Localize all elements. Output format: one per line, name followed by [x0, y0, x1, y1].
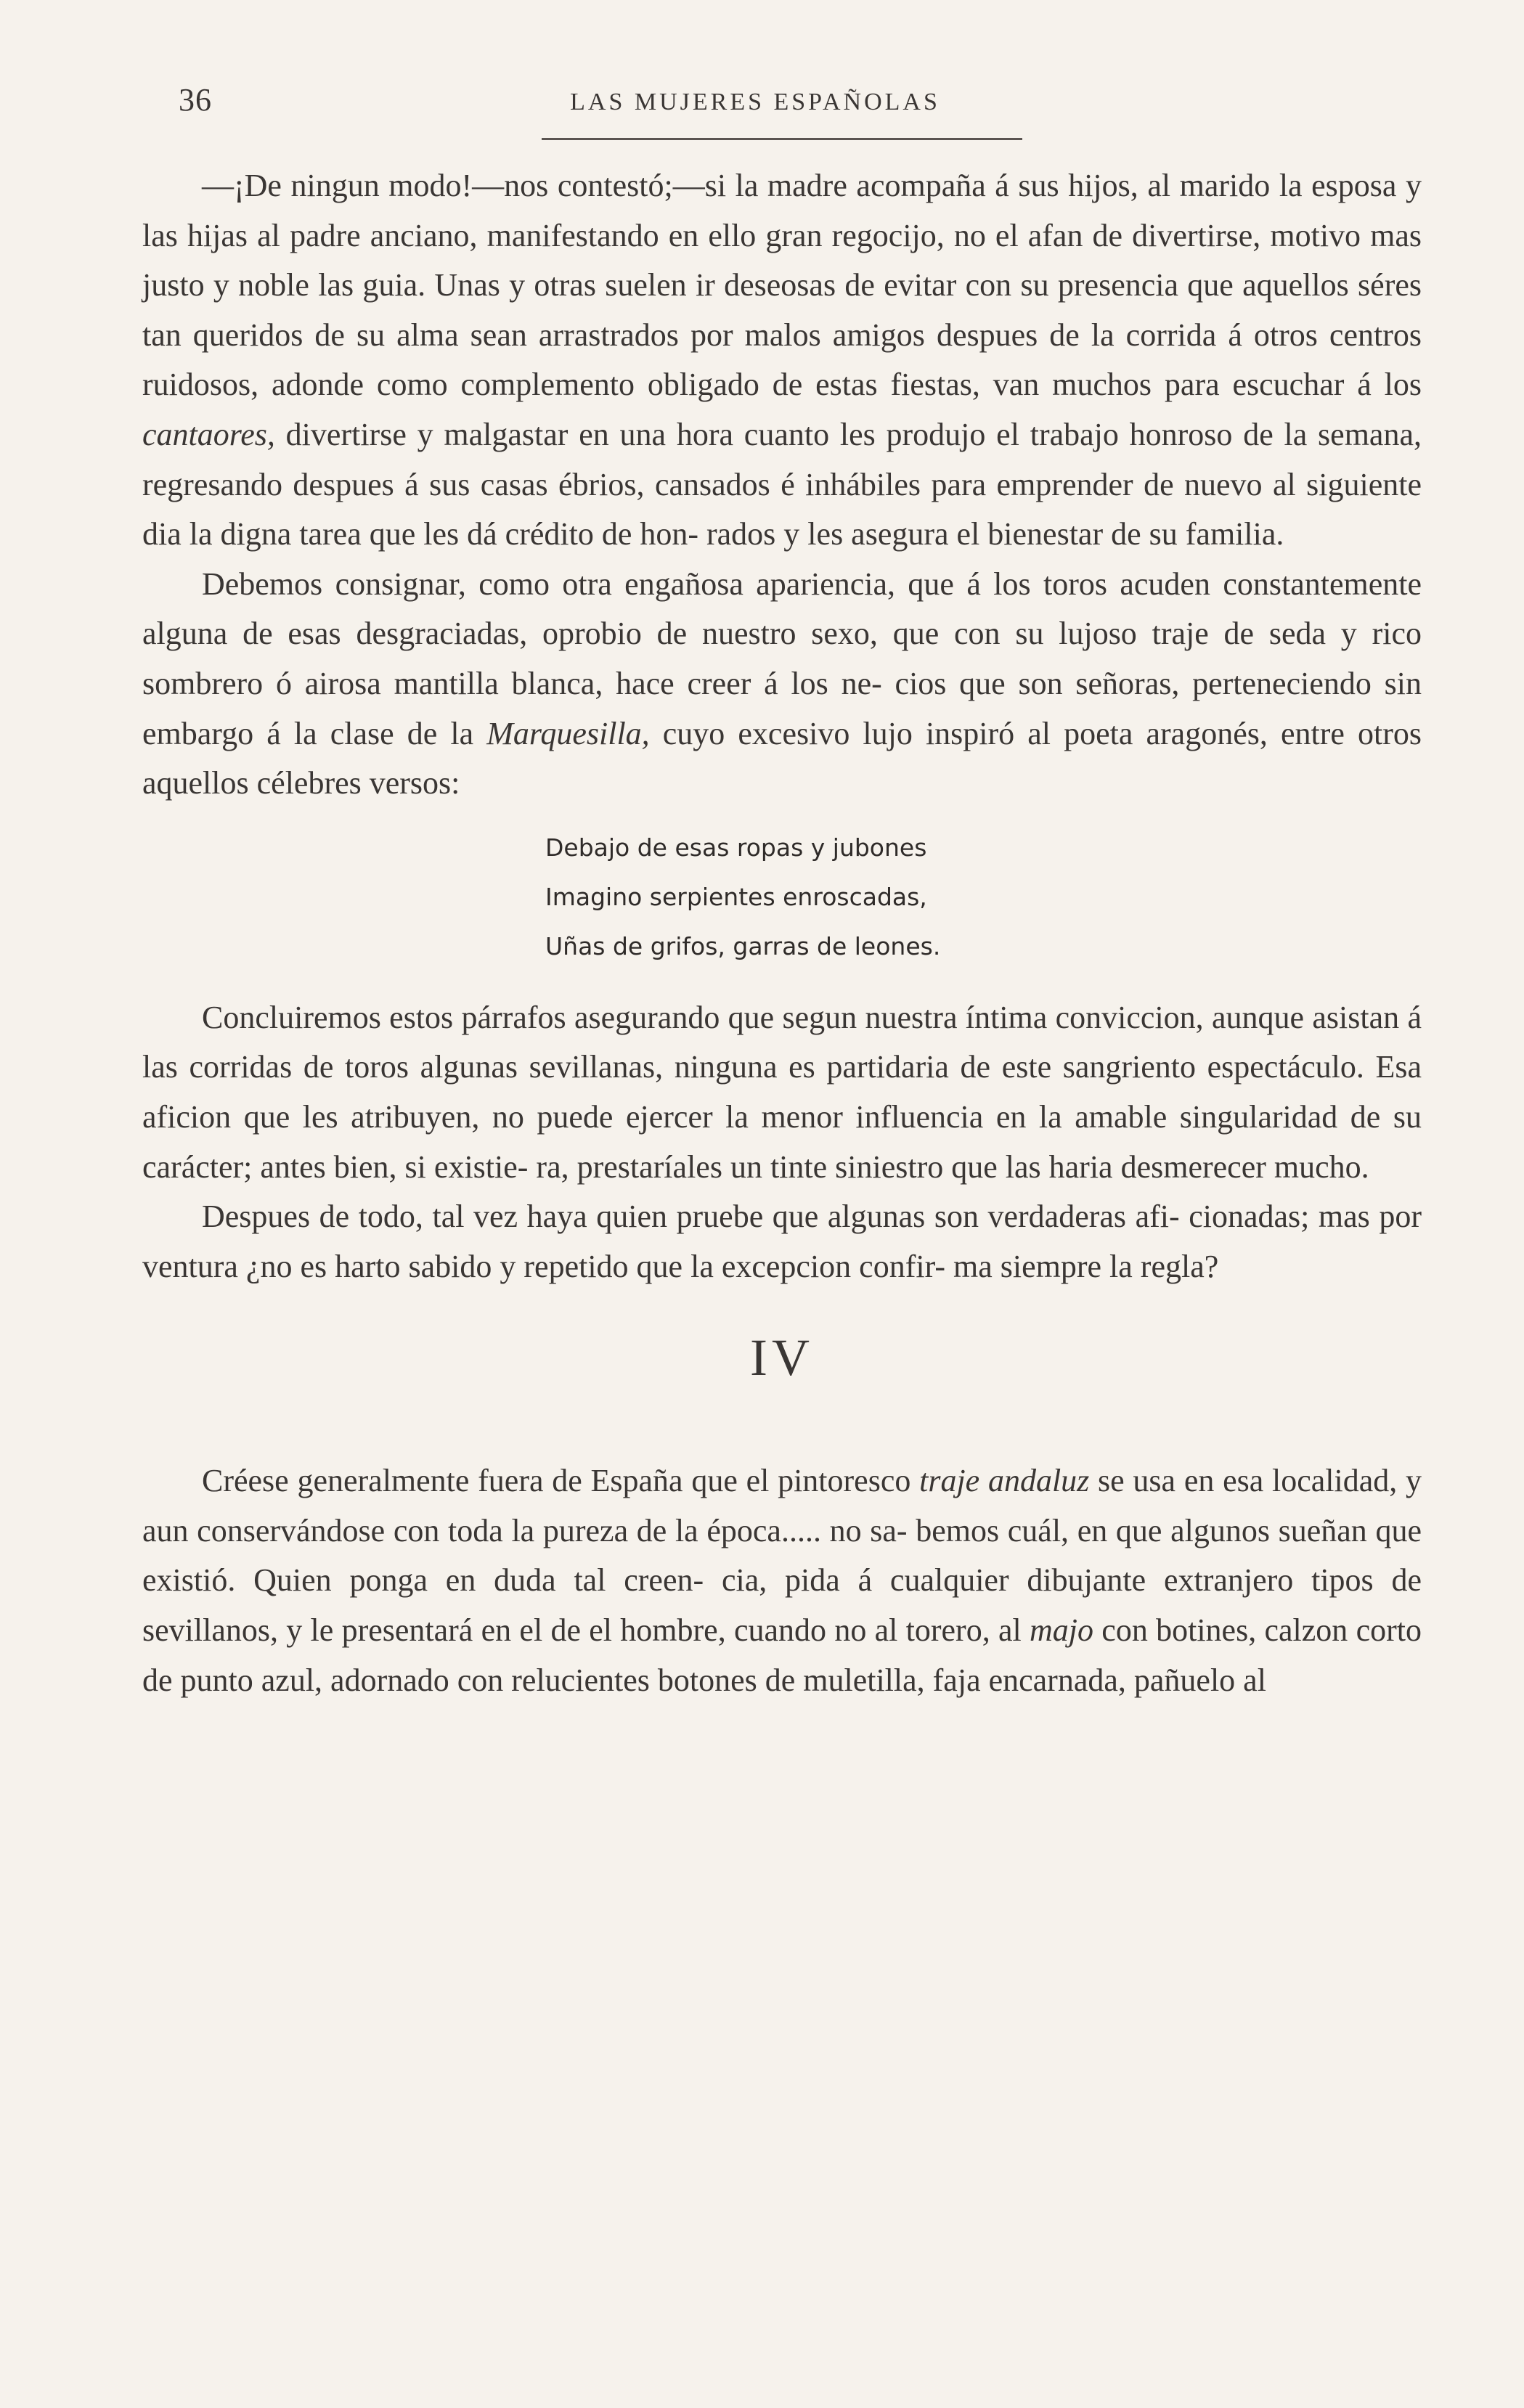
italic-term: cantaores, [142, 416, 275, 452]
verse-line: Debajo de esas ropas y jubones [545, 833, 927, 862]
paragraph [142, 560, 1422, 809]
italic-term: traje andaluz [919, 1463, 1090, 1499]
header-rule [542, 138, 1022, 140]
running-title: LAS MUJERES ESPAÑOLAS [570, 89, 940, 115]
verse-quote [142, 823, 1422, 971]
paragraph [142, 161, 1422, 560]
text-run: Despues de todo, tal vez haya quien pruebe que algunas son verdaderas afi- cionadas; mas por ventura ¿no es harto sabido y repetido que la excepcion confir- ma siempre la regla? [142, 1199, 1422, 1284]
text-run: divertirse y malgastar en una hora cuanto les produjo el trabajo honroso de la semana, regresando despues á sus casas ébrios, cansados é inhábiles para emprender de nuevo al siguiente dia la digna tarea que les dá crédito de hon- rados y les asegura el bienestar de su familia. [142, 416, 1422, 552]
paragraph [142, 993, 1422, 1192]
text-run: Concluiremos estos párrafos asegurando que segun nuestra íntima conviccion, aunque asistan á las corridas de toros algunas sevillanas, ninguna es partidaria de este sangriento espectáculo. Esa aficion que les atribuyen, no puede ejercer la menor influencia en la amable singularidad de su carácter; antes bien, si existie- ra, prestaríales un tinte siniestro que las haria desmerecer mucho. [142, 999, 1422, 1185]
text-run: con botines, calzon corto de punto azul, adornado con relucientes botones de muletilla, faja encarnada, pañuelo al [142, 1612, 1422, 1698]
page-number: 36 [179, 82, 212, 118]
text-run: se usa en esa localidad, y aun conservándose con toda la pureza de la época..... no sa- bemos cuál, en que algunos sueñan que existió. Quien ponga en duda tal creen- cia, pida á cualquier dibujante extranjero tipos de sevillanos, y le presentará en el de el hombre, cuando no al torero, al [142, 1463, 1422, 1649]
text-run: Debemos consignar, como otra engañosa apariencia, que á los toros acuden constantemente alguna de esas desgraciadas, oprobio de nuestro sexo, que con su lujoso traje de seda y rico sombrero ó airosa mantilla blanca, hace creer á los ne- cios que son señoras, perteneciendo sin embargo á la clase de la [142, 566, 1422, 751]
paragraph [142, 1456, 1422, 1705]
verse-line: Imagino serpientes enroscadas, [545, 882, 927, 911]
italic-term: Marquesilla, [486, 715, 650, 751]
verse-line: Uñas de grifos, garras de leones. [545, 931, 941, 960]
text-run: cuyo excesivo lujo inspiró al poeta aragonés, entre otros aquellos célebres versos: [142, 715, 1422, 801]
body-text [142, 161, 1422, 1705]
paragraph [142, 1192, 1422, 1291]
text-run: Créese generalmente fuera de España que el pintoresco [202, 1463, 920, 1499]
section-heading: IV [750, 1329, 814, 1387]
text-run: —¡De ningun modo!—nos contestó;—si la madre acompaña á sus hijos, al marido la esposa y las hijas al padre anciano, manifestando en ello gran regocijo, no el afan de divertirse, motivo mas justo y noble las guia. Unas y otras suelen ir deseosas de evitar con su presencia que aquellos séres tan queridos de su alma sean arrastrados por malos amigos despues de la corrida á otros centros ruidosos, adonde como complemento obligado de estas fiestas, van muchos para escuchar á los [142, 168, 1422, 403]
italic-term: majo [1030, 1612, 1094, 1649]
